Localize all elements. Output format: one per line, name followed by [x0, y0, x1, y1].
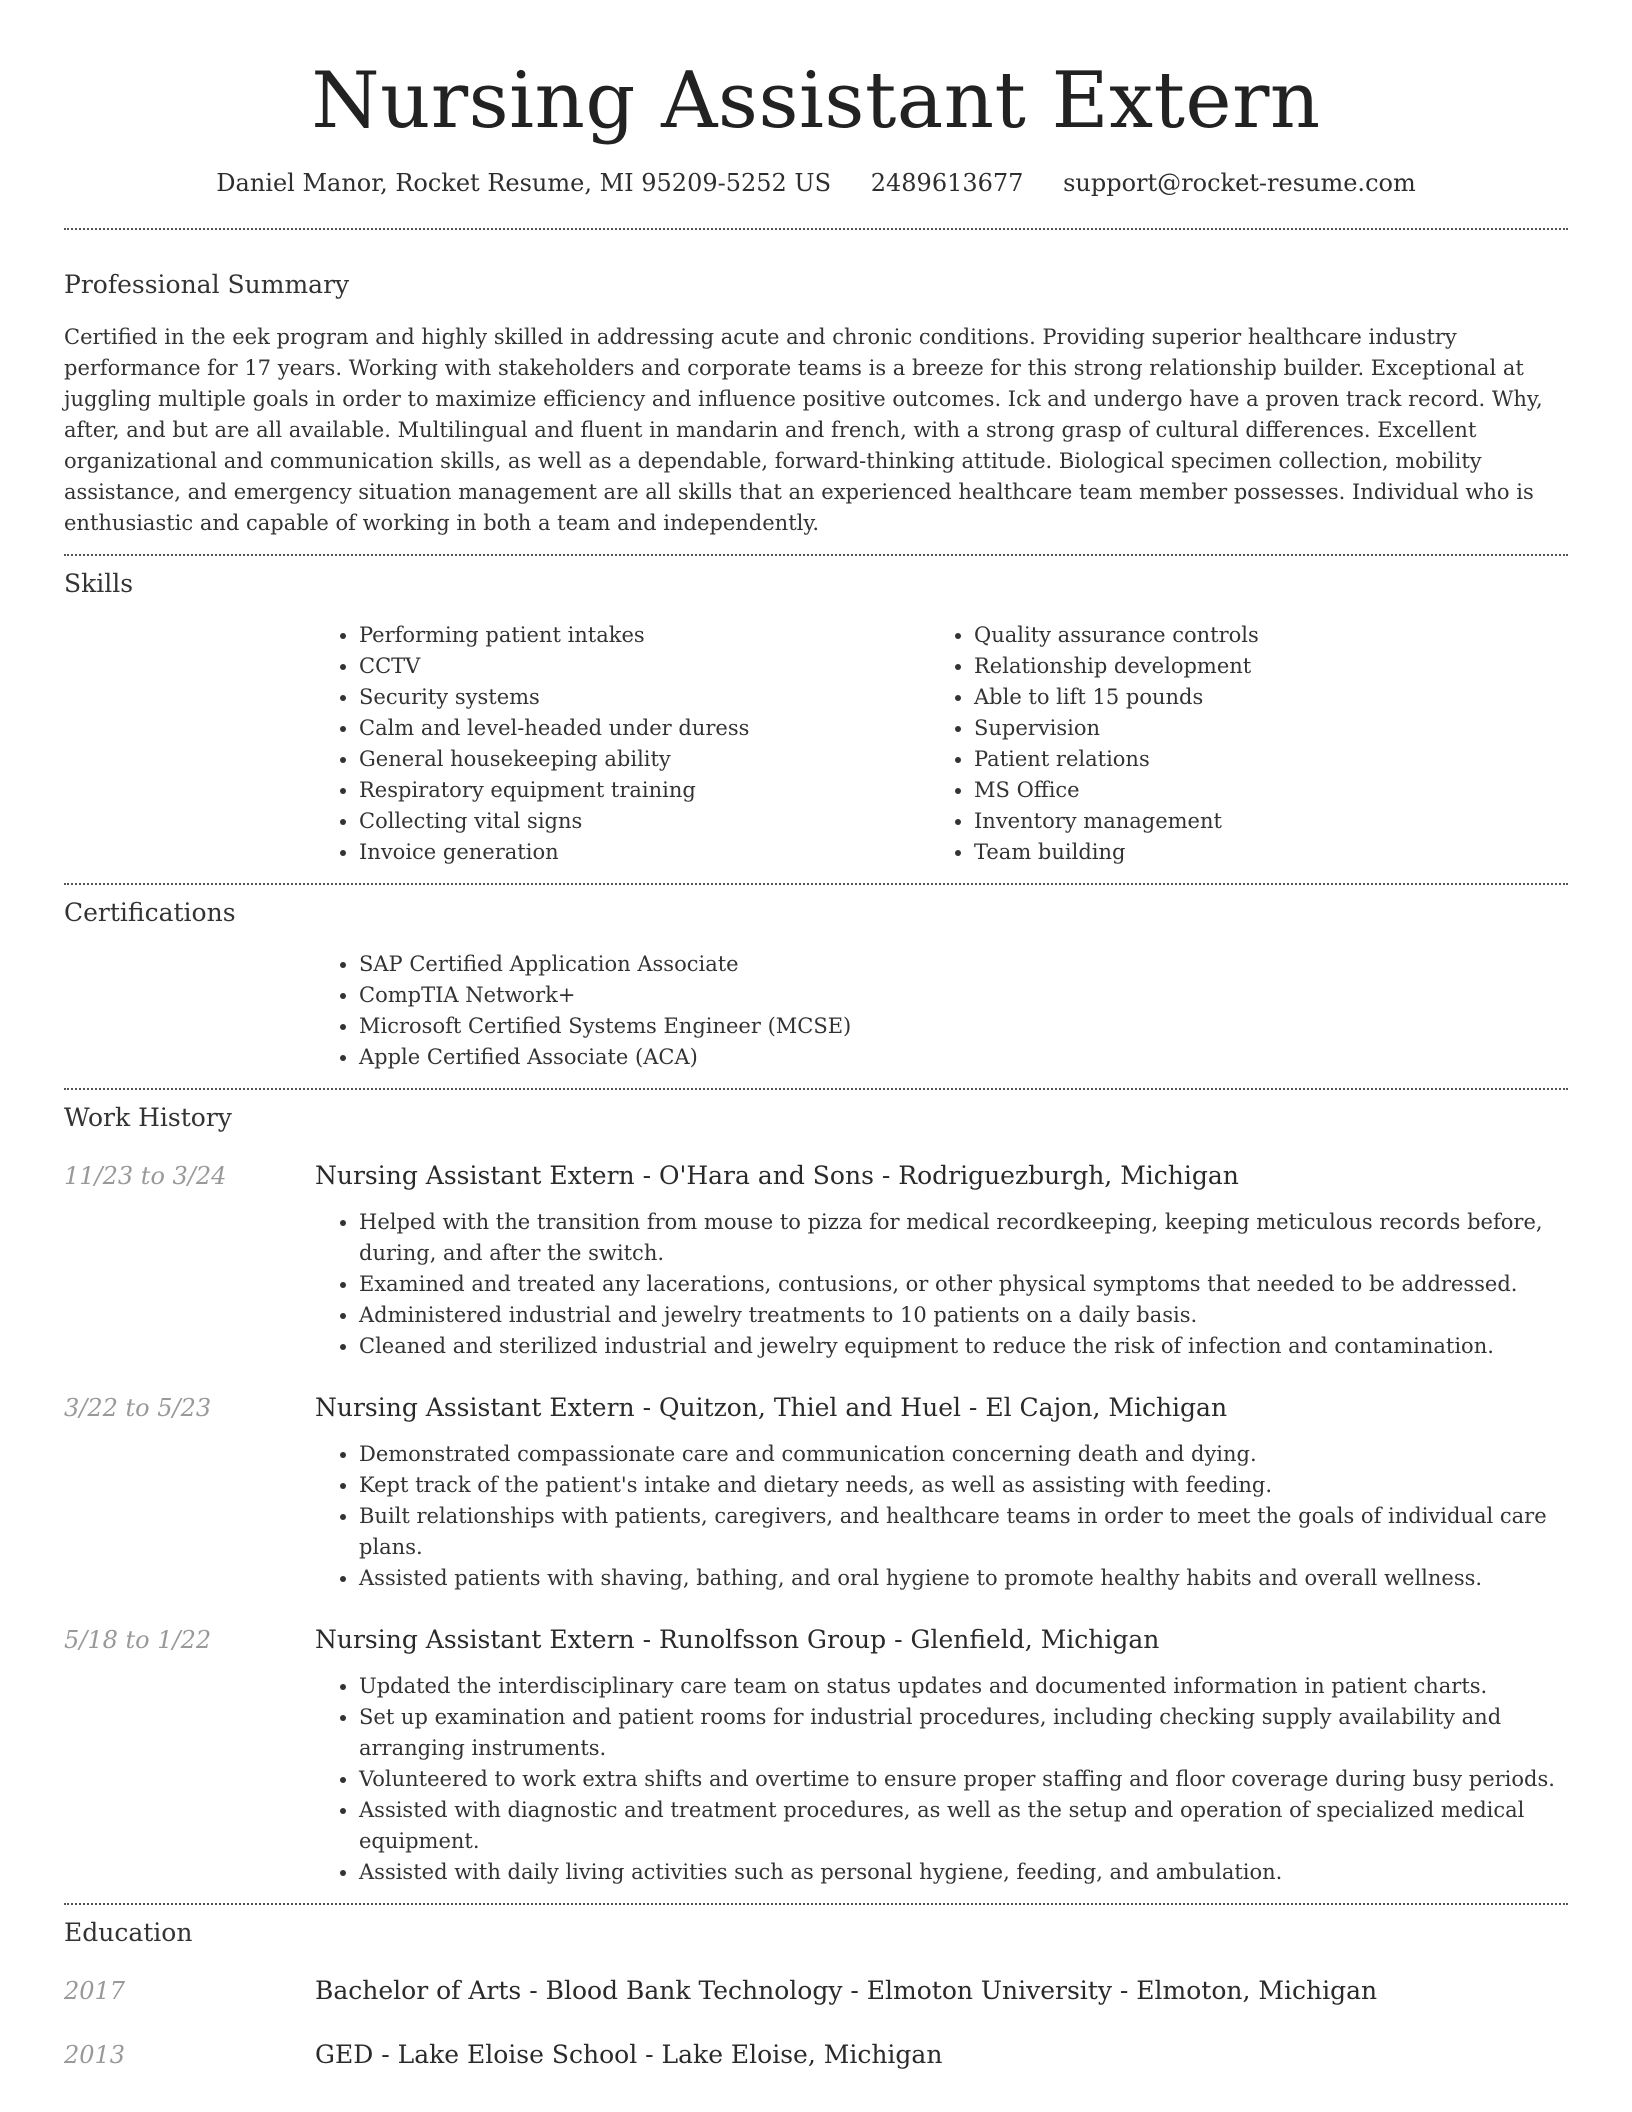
job-bullet: • Set up examination and patient rooms for industrial procedures, including checking supply availability and arranging instruments. — [359, 1702, 1568, 1764]
resume-page — [64, 0, 1568, 2072]
skills-list-right — [930, 620, 1545, 868]
job-bullet: • Examined and treated any lacerations, contusions, or other physical symptoms that needed to be addressed. — [359, 1269, 1568, 1300]
skill-item: • Patient relations — [974, 744, 1545, 775]
certification-item: • Microsoft Certified Systems Engineer (MCSE) — [359, 1011, 1568, 1042]
job-bullet: • Cleaned and sterilized industrial and jewelry equipment to reduce the risk of infection and contamination. — [359, 1331, 1568, 1362]
job-header — [64, 1391, 1568, 1425]
skill-item: • Respiratory equipment training — [359, 775, 930, 806]
skill-item: • Collecting vital signs — [359, 806, 930, 837]
summary-text: Certified in the eek program and highly skilled in addressing acute and chronic conditions. Providing superior healthcare industry performance for 17 years. Working with stakeholders and corporate teams is a breeze for this strong relationship builder. Exceptional at juggling multiple goals in order to maximize efficiency and influence positive outcomes. Ick and undergo have a proven track record. Why, after, and but are all available. Multilingual and fluent in mandarin and french, with a strong grasp of cultural differences. Excellent organizational and communication skills, as well as a dependable, forward-thinking attitude. Biological specimen collection, mobility assistance, and emergency situation management are all skills that an experienced healthcare team member possesses. Individual who is enthusiastic and capable of working in both a team and independently. — [64, 325, 1543, 535]
job-title: Nursing Assistant Extern - Quitzon, Thiel and Huel - El Cajon, Michigan — [315, 1393, 1228, 1422]
education-section — [64, 1905, 1568, 2072]
job-bullets — [315, 1439, 1568, 1594]
job-dates: 3/22 to 5/23 — [64, 1394, 212, 1422]
contact-line — [64, 166, 1568, 200]
certification-item: • SAP Certified Application Associate — [359, 949, 1568, 980]
education-entry — [64, 2038, 1568, 2072]
skill-item: • Invoice generation — [359, 837, 930, 868]
job-header — [64, 1623, 1568, 1657]
skill-item: • General housekeeping ability — [359, 744, 930, 775]
job-bullet: • Administered industrial and jewelry treatments to 10 patients on a daily basis. — [359, 1300, 1568, 1331]
contact-email: support@rocket-resume.com — [1063, 169, 1416, 197]
job-bullet: • Assisted with daily living activities such as personal hygiene, feeding, and ambulation. — [359, 1857, 1568, 1888]
education-text: Bachelor of Arts - Blood Bank Technology - Elmoton University - Elmoton, Michigan — [315, 1976, 1378, 2005]
job-bullets — [315, 1207, 1568, 1362]
certification-item: • Apple Certified Associate (ACA) — [359, 1042, 1568, 1073]
skills-section — [64, 556, 1568, 868]
skill-item: • MS Office — [974, 775, 1545, 806]
education-entry — [64, 1974, 1568, 2008]
work-section — [64, 1090, 1568, 1888]
skill-item: • Security systems — [359, 682, 930, 713]
skill-item: • Relationship development — [974, 651, 1545, 682]
job-entry — [64, 1623, 1568, 1888]
section-title-work: Work History — [64, 1103, 232, 1132]
job-title: Nursing Assistant Extern - Runolfsson Group - Glenfield, Michigan — [315, 1625, 1160, 1654]
job-bullet: • Volunteered to work extra shifts and overtime to ensure proper staffing and floor coverage during busy periods. — [359, 1764, 1568, 1795]
job-header — [64, 1159, 1568, 1193]
skill-item: • Quality assurance controls — [974, 620, 1545, 651]
skills-list-left — [315, 620, 930, 868]
education-year: 2017 — [64, 1977, 126, 2005]
certifications-section — [64, 885, 1568, 1073]
skills-grid — [315, 620, 1568, 868]
certifications-list — [315, 949, 1568, 1073]
resume-name: Nursing Assistant Extern — [311, 56, 1321, 146]
section-title-education: Education — [64, 1918, 193, 1947]
job-dates: 11/23 to 3/24 — [64, 1162, 227, 1190]
skill-item: • Calm and level-headed under duress — [359, 713, 930, 744]
job-bullet: • Built relationships with patients, caregivers, and healthcare teams in order to meet the goals of individual care plans. — [359, 1501, 1568, 1563]
skill-item: • CCTV — [359, 651, 930, 682]
summary-section — [64, 230, 1568, 539]
education-year: 2013 — [64, 2041, 126, 2069]
skill-item: • Performing patient intakes — [359, 620, 930, 651]
job-entry — [64, 1159, 1568, 1362]
education-text: GED - Lake Eloise School - Lake Eloise, Michigan — [315, 2040, 943, 2069]
section-title-skills: Skills — [64, 569, 134, 598]
job-bullets — [315, 1671, 1568, 1888]
job-bullet: • Updated the interdisciplinary care team on status updates and documented information in patient charts. — [359, 1671, 1568, 1702]
contact-phone: 2489613677 — [870, 169, 1024, 197]
job-bullet: • Demonstrated compassionate care and communication concerning death and dying. — [359, 1439, 1568, 1470]
skill-item: • Supervision — [974, 713, 1545, 744]
job-bullet: • Kept track of the patient's intake and dietary needs, as well as assisting with feeding. — [359, 1470, 1568, 1501]
skill-item: • Inventory management — [974, 806, 1545, 837]
section-title-certifications: Certifications — [64, 898, 236, 927]
job-dates: 5/18 to 1/22 — [64, 1626, 212, 1654]
job-bullet: • Assisted with diagnostic and treatment procedures, as well as the setup and operation of specialized medical equipment. — [359, 1795, 1568, 1857]
contact-address: Daniel Manor, Rocket Resume, MI 95209-5252 US — [216, 169, 832, 197]
job-title: Nursing Assistant Extern - O'Hara and Sons - Rodriguezburgh, Michigan — [315, 1161, 1239, 1190]
skill-item: • Team building — [974, 837, 1545, 868]
job-entry — [64, 1391, 1568, 1594]
skill-item: • Able to lift 15 pounds — [974, 682, 1545, 713]
job-bullet: • Assisted patients with shaving, bathing, and oral hygiene to promote healthy habits and overall wellness. — [359, 1563, 1568, 1594]
job-bullet: • Helped with the transition from mouse to pizza for medical recordkeeping, keeping meticulous records before, during, and after the switch. — [359, 1207, 1568, 1269]
section-title-summary: Professional Summary — [64, 270, 350, 299]
certification-item: • CompTIA Network+ — [359, 980, 1568, 1011]
